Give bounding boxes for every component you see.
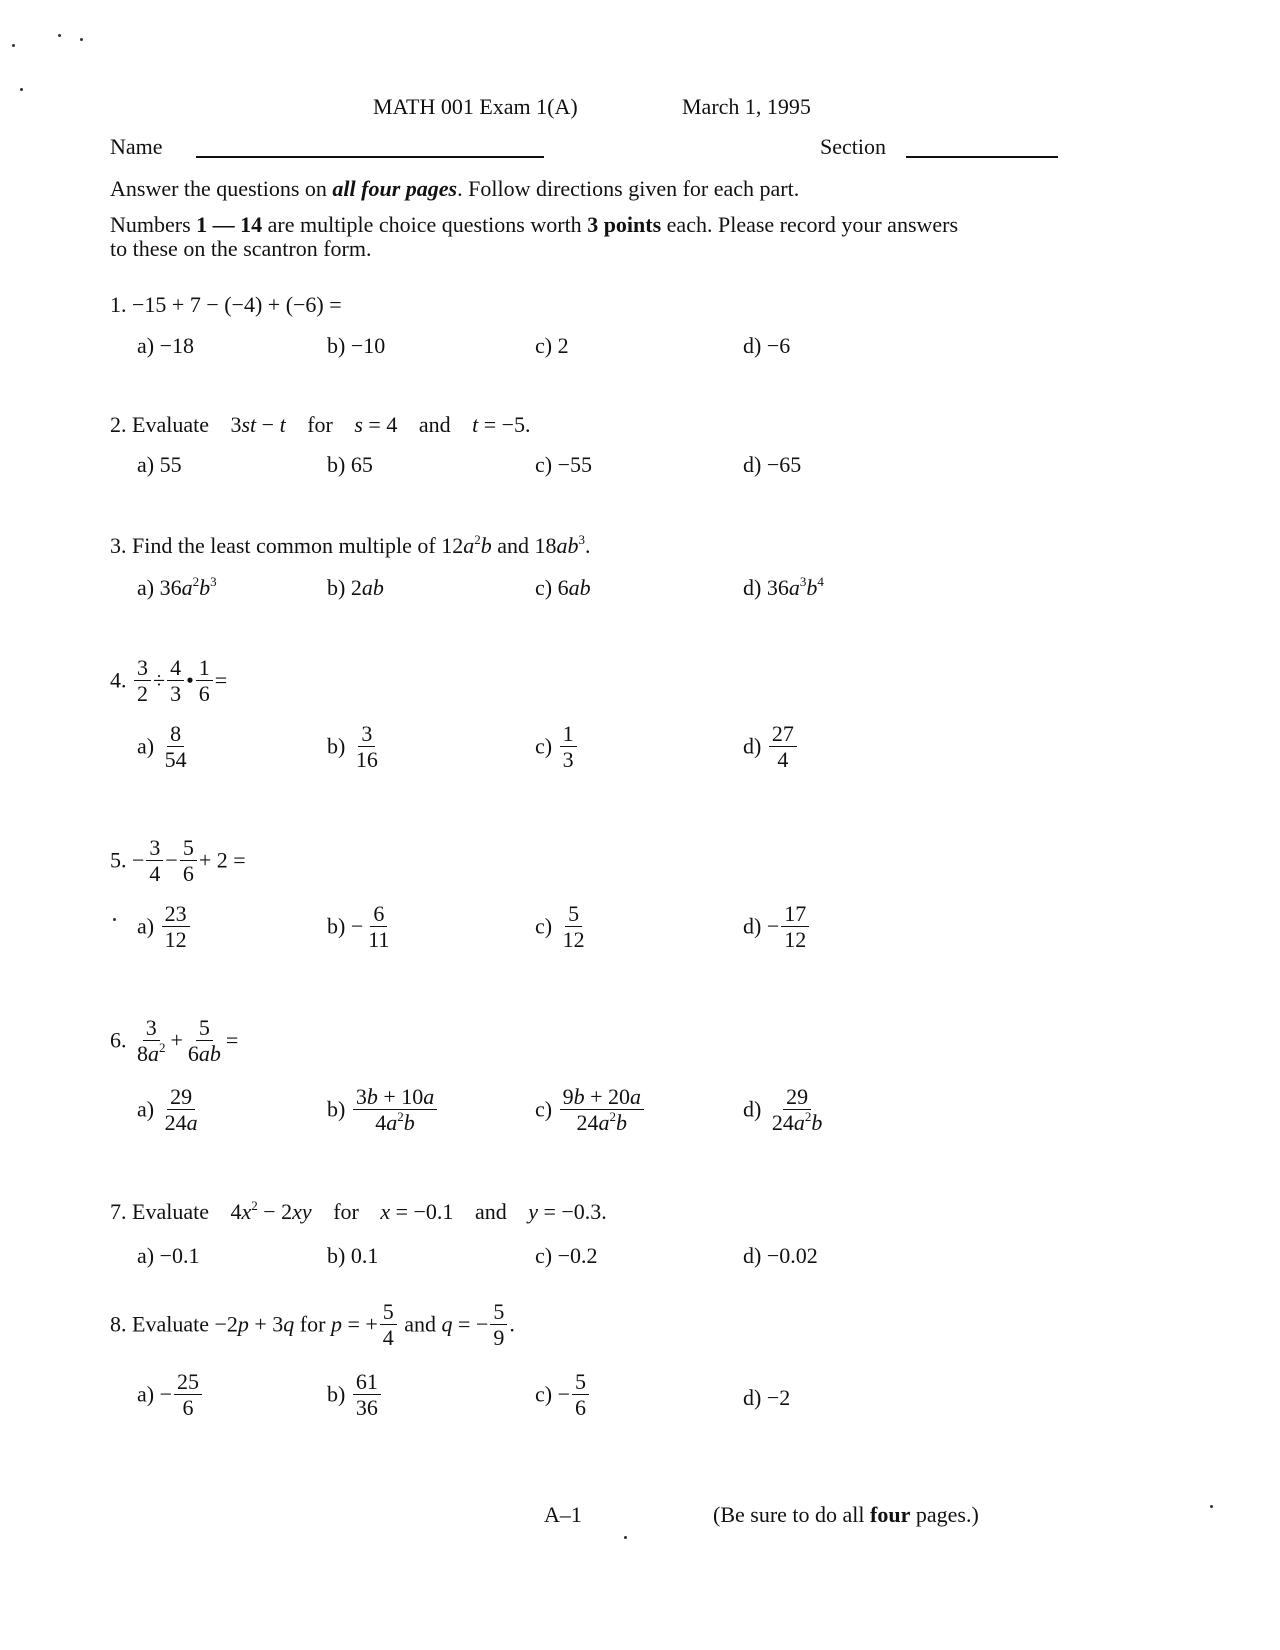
q6-option-d[interactable]: d) $\frac{29}{24a^2b}$ bbox=[743, 1084, 823, 1136]
q3-option-b[interactable]: b) 2ab bbox=[327, 575, 384, 600]
scan-speck bbox=[20, 88, 23, 91]
footer-note: (Be sure to do all four pages.) bbox=[713, 1502, 979, 1527]
page-id: A–1 bbox=[544, 1502, 582, 1527]
q7-option-a[interactable]: a) −0.1 bbox=[137, 1243, 200, 1268]
exam-date: March 1, 1995 bbox=[682, 94, 811, 119]
scan-speck bbox=[624, 1536, 627, 1539]
question-number: 1. bbox=[110, 292, 127, 317]
q1-option-d[interactable]: d) −6 bbox=[743, 333, 791, 358]
q1-option-a[interactable]: a) −18 bbox=[137, 333, 194, 358]
question-4: 4. $\frac{3}{2}$ ÷ $\frac{4}{3}$ • $\frac{1}{6}$ = bbox=[110, 655, 228, 707]
exam-title: MATH 001 Exam 1(A) bbox=[373, 94, 578, 119]
q5-option-a[interactable]: a) $\frac{23}{12}$ bbox=[137, 902, 192, 951]
q6-option-a[interactable]: a) $\frac{29}{24a}$ bbox=[137, 1084, 198, 1136]
scan-speck bbox=[12, 44, 15, 47]
q7-option-b[interactable]: b) 0.1 bbox=[327, 1243, 379, 1268]
q7-option-d[interactable]: d) −0.02 bbox=[743, 1243, 818, 1268]
q1-option-c[interactable]: c) 2 bbox=[535, 333, 569, 358]
q3-option-c[interactable]: c) 6ab bbox=[535, 575, 591, 600]
q6-option-b[interactable]: b) $\frac{3b + 10a}{4a^2b}$ bbox=[327, 1085, 439, 1134]
scan-speck bbox=[1210, 1505, 1213, 1508]
q2-option-b[interactable]: b) 65 bbox=[327, 452, 373, 477]
q3-option-a[interactable]: a) $36a^2b^3$ bbox=[137, 574, 217, 600]
question-6: 6. $\frac{3}{8a^2}$ + $\frac{5}{6ab}$ = bbox=[110, 1015, 239, 1067]
q5-option-d[interactable]: d) − $\frac{17}{12}$ bbox=[743, 902, 811, 951]
section-label: Section bbox=[820, 134, 886, 159]
q5-option-c[interactable]: c) $\frac{5}{12}$ bbox=[535, 901, 585, 953]
q5-option-b[interactable]: b) − $\frac{6}{11}$ bbox=[327, 901, 390, 953]
q3-option-d[interactable]: d) $36a^3b^4$ bbox=[743, 574, 824, 600]
q8-option-c[interactable]: c) − $\frac{5}{6}$ bbox=[535, 1370, 591, 1419]
instruction-multiple-choice: Numbers 1 — 14 are multiple choice questions worth 3 points each. Please record your answers to these on the scantron form. bbox=[110, 212, 959, 261]
q7-option-c[interactable]: c) −0.2 bbox=[535, 1243, 598, 1268]
question-2: 2. Evaluate 3st − t for s = 4 and t = −5. bbox=[110, 412, 531, 437]
q2-option-a[interactable]: a) 55 bbox=[137, 452, 182, 477]
instruction-all-pages: Answer the questions on all four pages. Follow directions given for each part. bbox=[110, 176, 800, 201]
q2-option-d[interactable]: d) −65 bbox=[743, 452, 802, 477]
q6-option-c[interactable]: c) $\frac{9b + 20a}{24a^2b}$ bbox=[535, 1085, 646, 1134]
q1-option-b[interactable]: b) −10 bbox=[327, 333, 386, 358]
scan-speck bbox=[113, 918, 116, 921]
q4-option-c[interactable]: c) $\frac{1}{3}$ bbox=[535, 722, 579, 771]
q2-option-c[interactable]: c) −55 bbox=[535, 452, 592, 477]
question-7: 7. Evaluate $4x^2 - 2xy$ for x = −0.1 and y = −0.3. bbox=[110, 1198, 607, 1224]
question-3: 3. Find the least common multiple of $12a^2b$ and $18ab^3$. bbox=[110, 532, 591, 558]
scan-speck bbox=[58, 34, 61, 37]
section-field[interactable] bbox=[906, 156, 1058, 158]
question-1 bbox=[110, 292, 342, 318]
q4-option-d[interactable]: d) $\frac{27}{4}$ bbox=[743, 722, 799, 771]
scan-speck bbox=[80, 38, 83, 41]
name-field[interactable] bbox=[196, 156, 544, 158]
q8-option-a[interactable]: a) − $\frac{25}{6}$ bbox=[137, 1370, 204, 1419]
q4-option-b[interactable]: b) $\frac{3}{16}$ bbox=[327, 721, 378, 773]
question-expression: −15 + 7 − (−4) + (−6) = bbox=[132, 292, 342, 317]
q8-option-d[interactable]: d) −2 bbox=[743, 1385, 791, 1410]
name-label: Name bbox=[110, 134, 163, 159]
q4-option-a[interactable]: a) $\frac{8}{54}$ bbox=[137, 721, 187, 773]
question-8: 8. Evaluate −2p + 3q for p = + $\frac{5}{4}$ and q = − $\frac{5}{9}$ . bbox=[110, 1299, 515, 1351]
question-5: 5. − $\frac{3}{4}$ − $\frac{5}{6}$ + 2 = bbox=[110, 835, 246, 887]
q8-option-b[interactable]: b) $\frac{61}{36}$ bbox=[327, 1370, 383, 1419]
